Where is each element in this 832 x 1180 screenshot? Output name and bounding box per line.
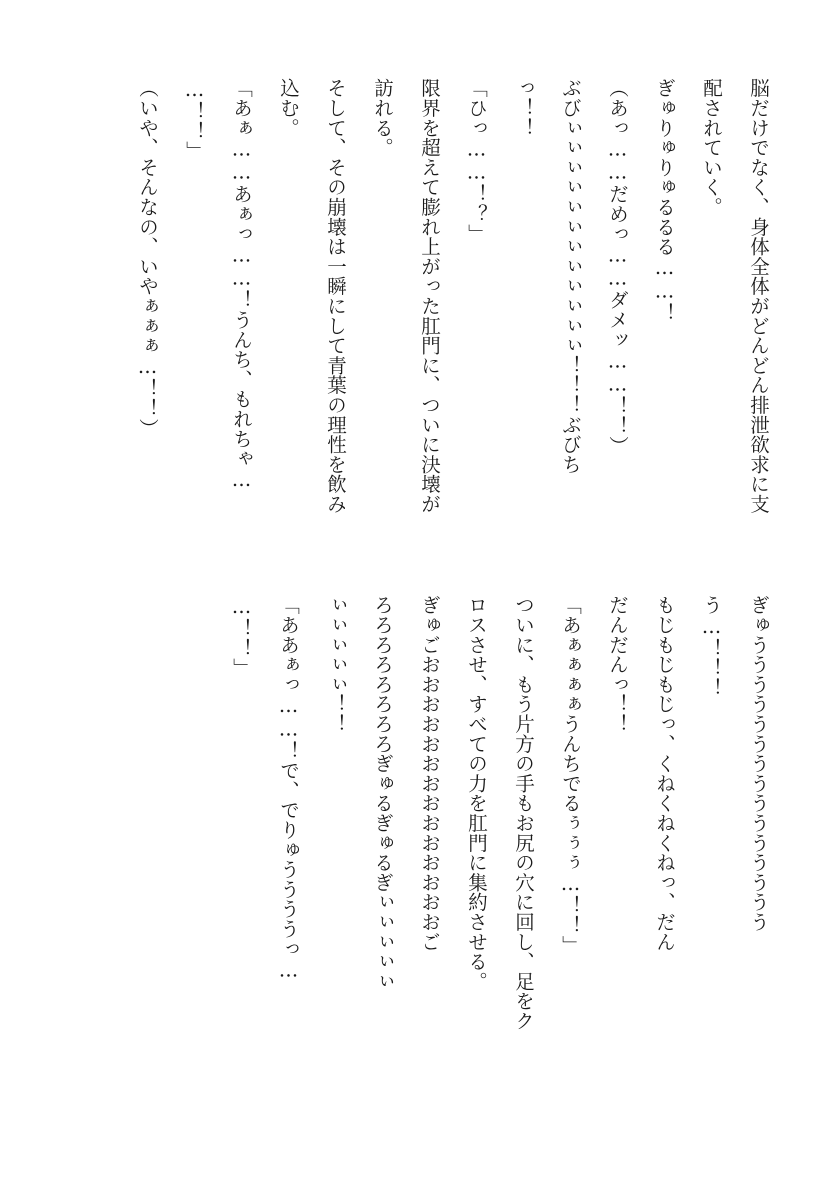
text-line: 脳だけでなく、身体全体がどんどん排泄欲求に支 (747, 78, 770, 514)
text-line: 「ひっ……！？」 (465, 78, 488, 244)
text-line: ぎゅりゅりゅるるる……！ (653, 78, 676, 323)
text-line: もじもじもじっ、くねくねくねっ、だん (653, 595, 676, 952)
text-line: …！！」 (230, 595, 253, 678)
top-text-block (124, 78, 782, 558)
text-line: （あっ……だめっ……ダメッ……！！） (606, 78, 629, 456)
text-line: 「あぁ……あぁっ……！うんち、もれちゃ… (230, 78, 253, 492)
text-line: 配されていく。 (700, 78, 723, 217)
text-line: ろろろろろろろろぎゅるぎゅるぎぃぃぃぃぃ (371, 595, 394, 991)
text-line: ロスさせ、すべての力を肛門に集約させる。 (465, 595, 488, 991)
text-line: ぎゅううううううううううううううう (747, 595, 770, 932)
bottom-text-block (218, 595, 782, 1075)
text-line: …！！」 (183, 78, 206, 161)
text-line: 「ああぁっ……！で、でりゅううううっ… (277, 595, 300, 982)
text-line: そして、その崩壊は一瞬にして青葉の理性を飲み (324, 78, 347, 514)
text-line: だんだんっ！！ (606, 595, 629, 734)
text-line: ぶびぃぃぃぃぃぃぃぃぃぃぃぃ！！！ぶびち (559, 78, 582, 474)
text-line: 訪れる。 (371, 78, 394, 158)
text-line: 限界を超えて膨れ上がった肛門に、ついに決壊が (418, 78, 441, 514)
text-line: ぃぃぃぃぃ！！ (324, 595, 347, 734)
text-line: っ！！ (512, 78, 535, 138)
text-line: ぎゅごおおおおおおおおおおおおおおご (418, 595, 441, 952)
text-line: 込む。 (277, 78, 300, 138)
text-line: う…！！！ (700, 595, 723, 698)
text-line: 「あぁぁぁぁうんちでるぅぅぅ…！！」 (559, 595, 582, 955)
text-line: ついに、もう片方の手もお尻の穴に回し、足をク (512, 595, 535, 1031)
text-line: （いや、そんなの、いやぁぁぁ…！！） (136, 78, 159, 438)
